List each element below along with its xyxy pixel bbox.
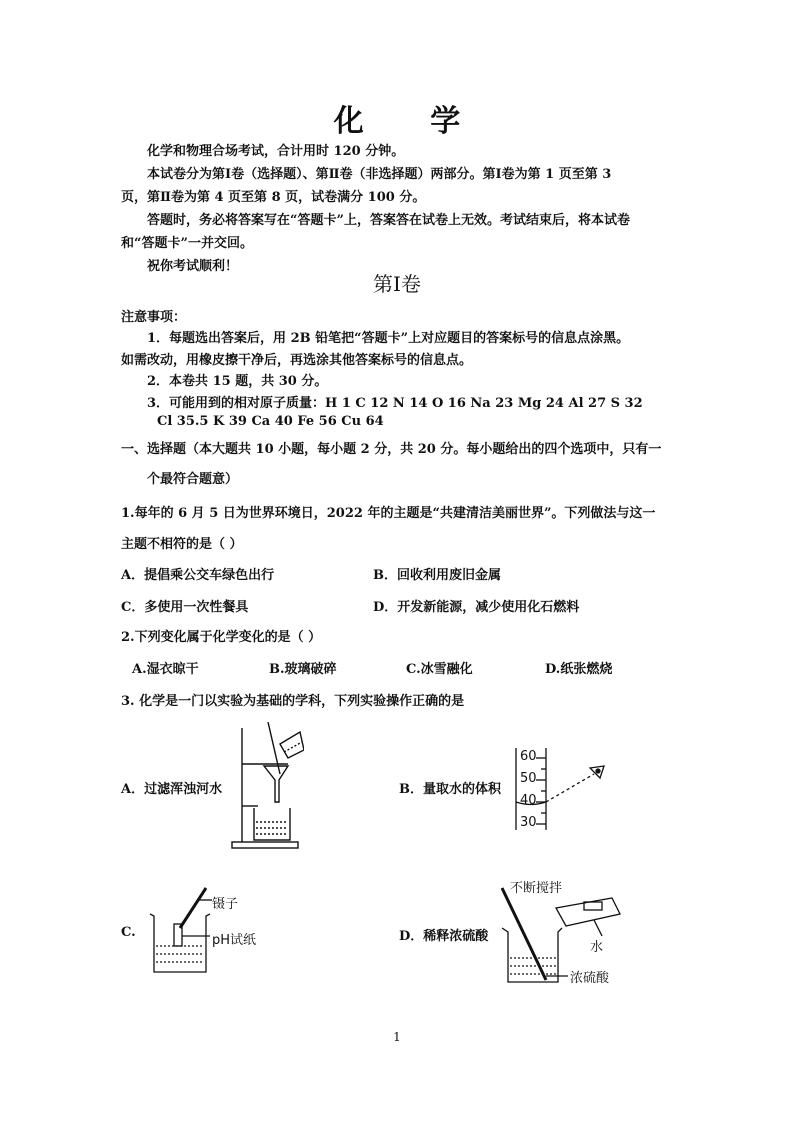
q2-option-d: D.纸张燃烧 — [545, 662, 613, 677]
notes-line-1: 1．每题选出答案后，用 2B 铅笔把“答题卡”上对应题目的答案标号的信息点涂黑。 — [147, 331, 630, 346]
ph-test-figure — [146, 884, 276, 976]
cylinder-tick-60: 60 — [520, 749, 537, 764]
part1-line-1: 一、选择题（本大题共 10 小题，每小题 2 分，共 20 分。每小题给出的四个选项中，只有一 — [121, 442, 662, 457]
page-title: 化 学 — [333, 104, 489, 139]
cylinder-tick-30: 30 — [520, 815, 537, 830]
part1-line-2: 个最符合题意） — [147, 472, 239, 487]
filtration-apparatus-illustration — [228, 722, 304, 852]
notes-line-3: 2．本卷共 15 题，共 30 分。 — [147, 374, 328, 389]
q2-option-b: B.玻璃破碎 — [269, 662, 337, 677]
q3-option-a: A．过滤浑浊河水 — [121, 782, 223, 797]
cylinder-tick-50: 50 — [520, 771, 537, 786]
q1-stem-1: 1.每年的 6 月 5 日为世界环境日，2022 年的主题是“共建清洁美丽世界”。下列做法与这一 — [121, 506, 656, 521]
intro-line-2: 本试卷分为第Ⅰ卷（选择题）、第Ⅱ卷（非选择题）两部分。第Ⅰ卷为第 1 页至第 3 — [147, 167, 612, 182]
q1-option-d: D．开发新能源，减少使用化石燃料 — [373, 600, 580, 615]
notes-line-4: 3．可能用到的相对原子质量：H 1 C 12 N 14 O 16 Na 23 Mg 24 Al 27 S 32 — [147, 396, 643, 411]
q1-stem-2: 主题不相符的是（ ） — [121, 537, 243, 552]
q2-option-c: C.冰雪融化 — [406, 662, 473, 677]
q1-option-a: A．提倡乘公交车绿色出行 — [121, 568, 275, 583]
intro-line-5: 和“答题卡”一并交回。 — [121, 236, 253, 251]
measuring-cylinder-figure — [510, 744, 622, 834]
intro-line-6: 祝你考试顺利！ — [147, 259, 239, 274]
page-number: 1 — [393, 1030, 401, 1044]
notes-line-5: Cl 35.5 K 39 Ca 40 Fe 56 Cu 64 — [157, 414, 384, 429]
water-label: 水 — [590, 940, 604, 955]
intro-line-4: 答题时，务必将答案写在“答题卡”上，答案答在试卷上无效。考试结束后，将本试卷 — [147, 213, 630, 228]
q3-option-b: B．量取水的体积 — [399, 782, 501, 797]
section-title: 第Ⅰ卷 — [373, 272, 421, 296]
dilute-acid-figure — [496, 876, 636, 986]
q3-option-d: D．稀释浓硫酸 — [399, 929, 489, 944]
cylinder-tick-40: 40 — [520, 793, 537, 808]
acid-label: 浓硫酸 — [570, 971, 610, 986]
q2-stem: 2.下列变化属于化学变化的是（ ） — [121, 630, 322, 645]
intro-line-1: 化学和物理合场考试，合计用时 120 分钟。 — [147, 144, 405, 159]
q3-option-c: C. — [121, 925, 136, 940]
stir-label: 不断搅拌 — [510, 881, 563, 896]
q1-option-c: C．多使用一次性餐具 — [121, 600, 249, 615]
notes-heading: 注意事项： — [121, 310, 187, 325]
intro-line-3: 页，第Ⅱ卷为第 4 页至第 8 页，试卷满分 100 分。 — [121, 190, 426, 205]
q3-stem: 3. 化学是一门以实验为基础的学科，下列实验操作正确的是 — [121, 694, 465, 709]
tweezers-label: 镊子 — [212, 897, 239, 912]
q1-option-b: B．回收利用废旧金属 — [373, 568, 501, 583]
ph-paper-label: pH试纸 — [212, 933, 257, 948]
q2-option-a: A.湿衣晾干 — [132, 662, 199, 677]
notes-line-2: 如需改动，用橡皮擦干净后，再选涂其他答案标号的信息点。 — [121, 353, 473, 368]
